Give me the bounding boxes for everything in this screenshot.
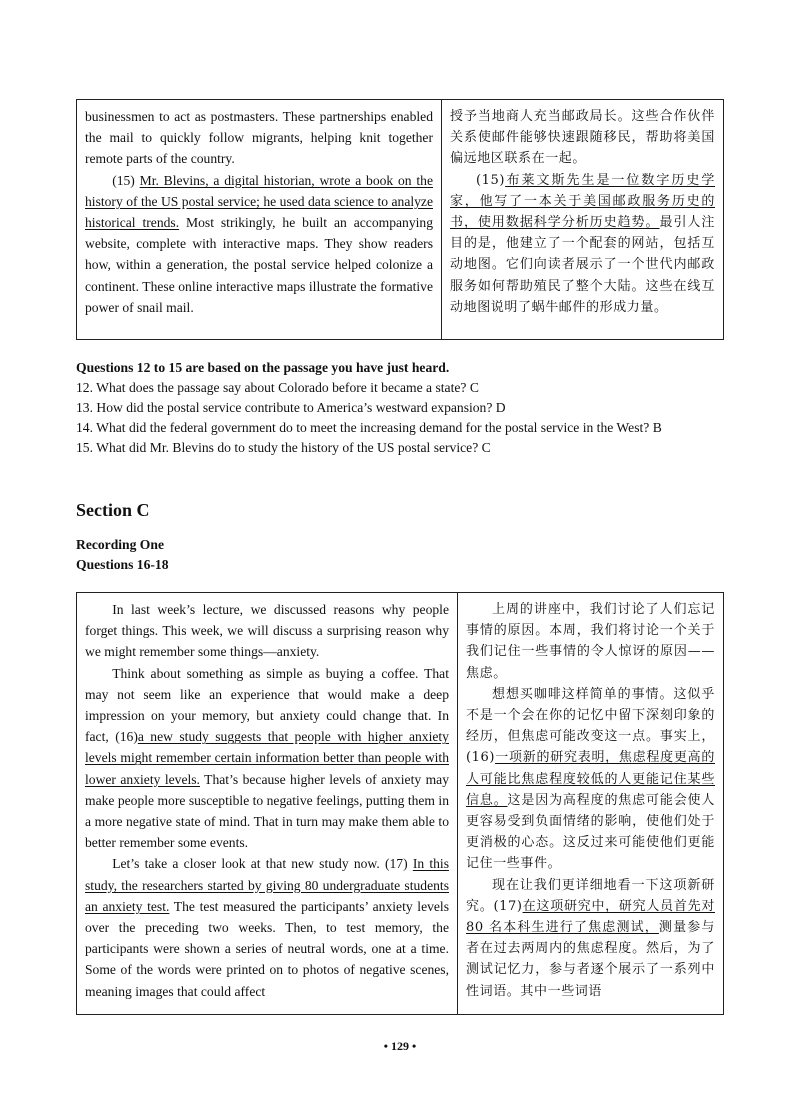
text-span: Let’s take a closer look at that new study now. (17) xyxy=(112,856,413,872)
chinese-column xyxy=(458,593,723,1014)
paragraph: businessmen to act as postmasters. These partnerships enabled the mail to quickly follow migrants, helping knit together remote parts of the country. xyxy=(85,109,433,167)
answer-underline: In this study, the researchers started by giving 80 undergraduate students an anxiety test. xyxy=(85,856,449,914)
text-span: That’s because higher levels of anxiety may make people more susceptible to negative feelings, putting them in a more negative state of mind. That in turn may make them able to better remember some events. xyxy=(85,771,449,851)
paragraph xyxy=(466,875,715,1002)
paragraph: 上周的讲座中，我们讨论了人们忘记事情的原因。本周，我们将讨论一个关于我们记住一些事情的令人惊讶的原因——焦虑。 xyxy=(466,602,715,681)
paragraph xyxy=(85,170,433,318)
paragraph: 授予当地商人充当邮政局长。这些合作伙伴关系使邮件能够快速跟随移民，帮助将美国偏远地区联系在一起。 xyxy=(450,109,715,167)
answer-underline: 在这项研究中，研究人员首先对 80 名本科生进行了焦虑测试， xyxy=(466,898,715,936)
recording-title: Recording One xyxy=(76,537,164,552)
english-column xyxy=(77,593,458,1014)
answer-underline: Mr. Blevins, a digital historian, wrote a book on the history of the US postal service; he used data science to analyze historical trends. xyxy=(85,172,433,231)
text-span: Think about something as simple as buying a coffee. That may not seem like an experience that would make a deep impression on your memory, but anxiety could change that. In fact, (16) xyxy=(85,665,449,745)
text-span: (15) xyxy=(112,172,140,188)
recording-heading xyxy=(76,535,169,575)
question-item: 12. What does the passage say about Colorado before it became a state? C xyxy=(76,380,479,395)
transcript-table-1 xyxy=(76,99,724,340)
question-item: 15. What did Mr. Blevins do to study the history of the US postal service? C xyxy=(76,440,491,455)
transcript-table-2 xyxy=(76,592,724,1015)
text-span: 想想买咖啡这样简单的事情。这似乎不是一个会在你的记忆中留下深刻印象的经历，但焦虑可能改变这一点。事实上，(16) xyxy=(466,686,715,766)
text-span: 现在让我们更详细地看一下这项新研究。(17) xyxy=(466,877,715,914)
paragraph xyxy=(85,663,449,854)
answer-underline: 布莱文斯先生是一位数字历史学家，他写了一本关于美国邮政服务历史的书，使用数据科学分析历史趋势。 xyxy=(450,172,715,231)
questions-block xyxy=(76,358,736,458)
paragraph xyxy=(85,853,449,1001)
answer-underline: 一项新的研究表明，焦虑程度更高的人可能比焦虑程度较低的人更能记住某些信息。 xyxy=(466,750,715,808)
paragraph xyxy=(466,684,715,875)
english-column xyxy=(77,100,442,339)
section-title: Section C xyxy=(76,500,150,520)
text-span: (15) xyxy=(476,172,506,188)
text-span: 最引人注目的是，他建立了一个配套的网站，包括互动地图。它们向读者展示了一个世代内邮政服务如何帮助殖民了整个大陆。这些在线互动地图说明了蜗牛邮件的形成力量。 xyxy=(450,215,715,315)
question-item: 13. How did the postal service contribute to America’s westward expansion? D xyxy=(76,400,506,415)
text-span: 这是因为高程度的焦虑可能会使人更容易受到负面情绪的影响，使他们处于更消极的心态。这反过来可能使他们更能记住一些事件。 xyxy=(466,792,715,872)
questions-heading: Questions 12 to 15 are based on the passage you have just heard. xyxy=(76,360,450,375)
text-span: 测量参与者在过去两周内的焦虑程度。然后，为了测试记忆力，参与者逐个展示了一系列中性词语。其中一些词语 xyxy=(466,920,715,999)
text-span: Most strikingly, he built an accompanying website, complete with interactive maps. They show readers how, within a generation, the postal service helped colonize a continent. These online interactive maps illustrate the formative power of snail mail. xyxy=(85,215,433,315)
text-span: The test measured the participants’ anxiety levels over the preceding two weeks. Then, to test memory, the participants were shown a series of neutral words, one at a time. Some of the words were printed on to photos of negative scenes, meaning images that could affect xyxy=(85,898,449,999)
paragraph: In last week’s lecture, we discussed reasons why people forget things. This week, we will discuss a surprising reason why we might remember some things—anxiety. xyxy=(85,602,449,660)
page-number: • 129 • xyxy=(383,1039,417,1053)
questions-range: Questions 16-18 xyxy=(76,557,169,572)
paragraph xyxy=(450,170,715,318)
chinese-column xyxy=(442,100,723,339)
question-item: 14. What did the federal government do to meet the increasing demand for the postal service in the West? B xyxy=(76,420,662,435)
answer-underline: a new study suggests that people with higher anxiety levels might remember certain information better than people with lower anxiety levels. xyxy=(85,729,449,787)
